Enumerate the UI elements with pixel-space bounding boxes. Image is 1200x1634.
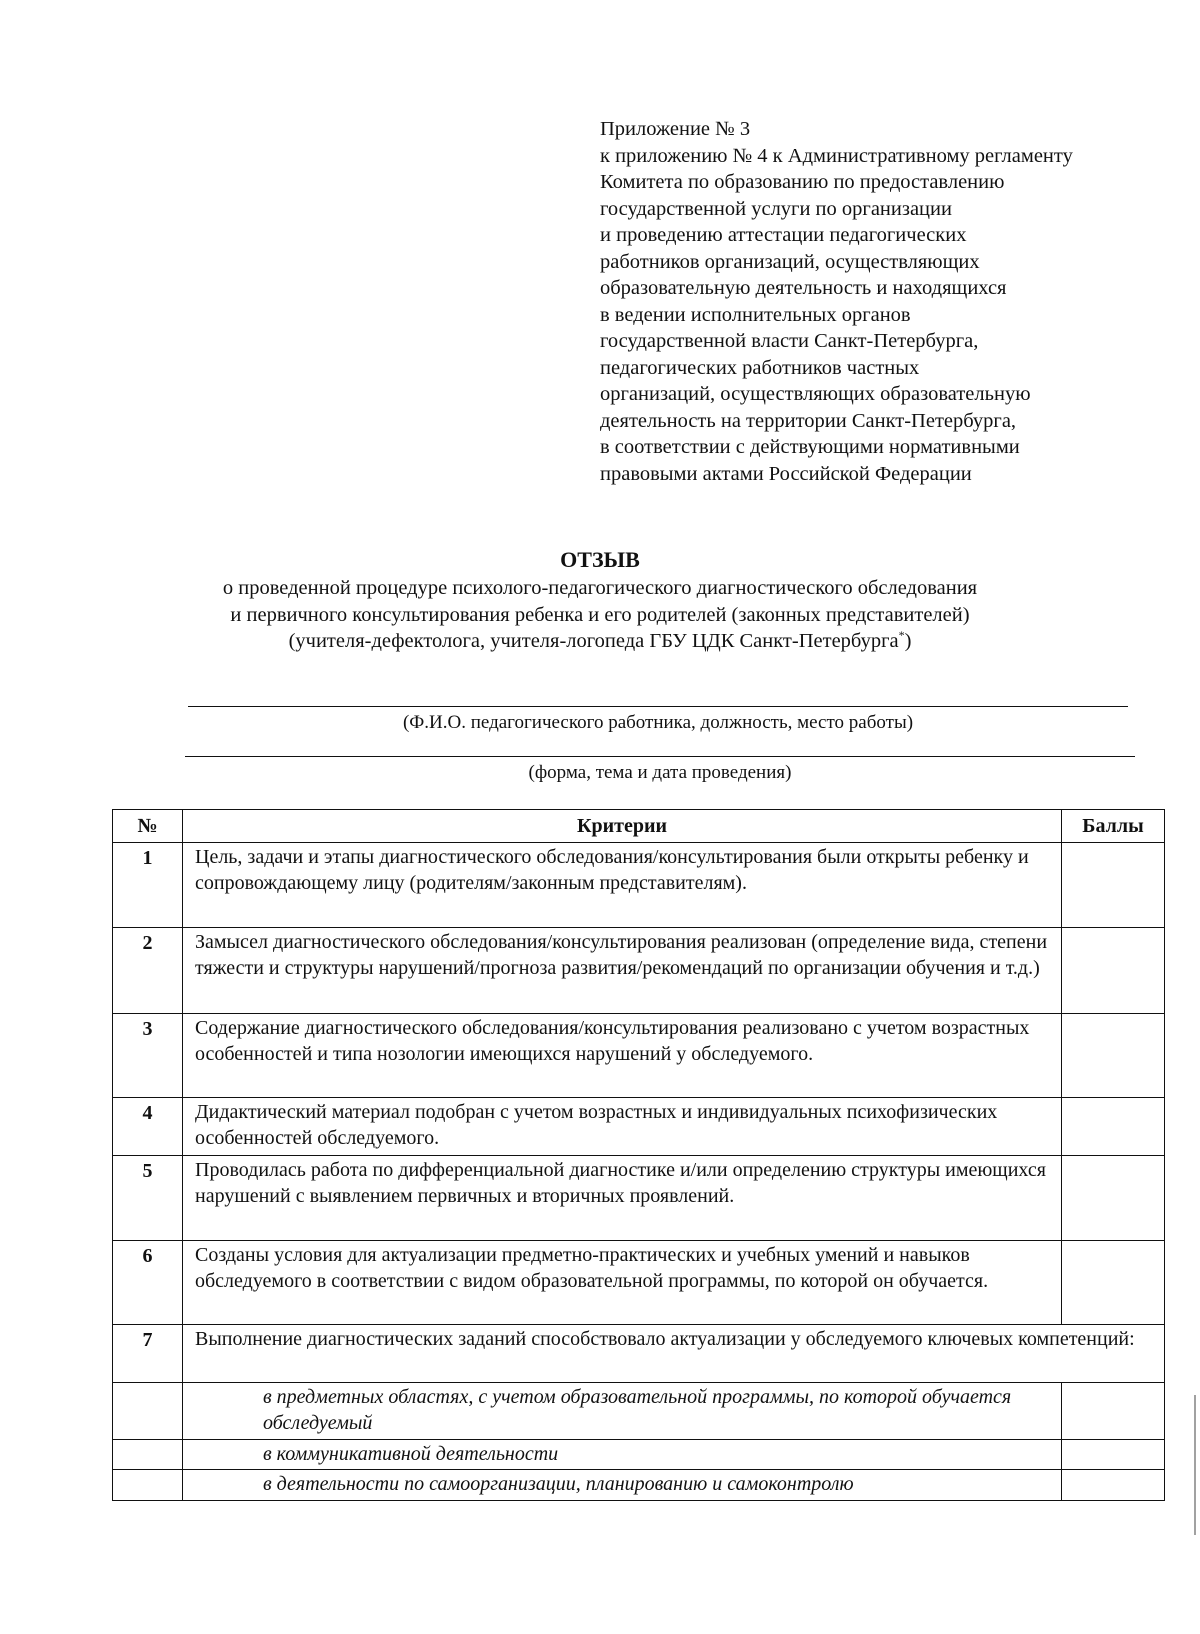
appendix-line: организаций, осуществляющих образовательную bbox=[600, 383, 1031, 405]
empty-num-cell bbox=[113, 1383, 183, 1440]
appendix-line: государственной услуги по организации bbox=[600, 197, 952, 220]
header-points: Баллы bbox=[1062, 810, 1165, 843]
appendix-line: и проведению аттестации педагогических bbox=[600, 224, 967, 246]
appendix-line: Комитета по образованию по предоставлению bbox=[600, 171, 1005, 193]
points-cell[interactable] bbox=[1062, 1014, 1165, 1098]
points-cell[interactable] bbox=[1062, 1440, 1165, 1470]
row-number: 3 bbox=[113, 1014, 183, 1098]
points-cell[interactable] bbox=[1062, 1156, 1165, 1241]
criterion-text: Цель, задачи и этапы диагностического обследования/консультирования были открыты ребенку и сопровождающему лицу (родителям/законным представителям). bbox=[183, 843, 1062, 928]
appendix-line: государственной власти Санкт-Петербурга, bbox=[600, 330, 979, 352]
table-row bbox=[113, 1325, 1165, 1383]
table-subrow bbox=[113, 1440, 1165, 1470]
teacher-caption: (Ф.И.О. педагогического работника, должность, место работы) bbox=[402, 712, 914, 733]
criterion-text: Замысел диагностического обследования/консультирования реализован (определение вида, степени тяжести и структуры нарушений/прогноза развития/рекомендаций по организации обучения и т.д.) bbox=[183, 928, 1062, 1014]
criterion-text: Дидактический материал подобран с учетом возрастных и индивидуальных психофизических особенностей обследуемого. bbox=[183, 1098, 1062, 1156]
competence-text: в коммуникативной деятельности bbox=[183, 1440, 1062, 1470]
table-subrow bbox=[113, 1470, 1165, 1501]
appendix-line: Приложение № 3 bbox=[600, 118, 751, 140]
competence-text: в предметных областях, с учетом образовательной программы, по которой обучается обследуемый bbox=[183, 1383, 1062, 1440]
table-row bbox=[113, 1241, 1165, 1325]
table-row bbox=[113, 928, 1165, 1014]
row-number: 4 bbox=[113, 1098, 183, 1156]
criteria-table bbox=[112, 809, 1165, 1501]
appendix-line: в ведении исполнительных органов bbox=[600, 303, 911, 326]
scan-edge-artifact bbox=[1194, 1395, 1196, 1535]
row-number: 6 bbox=[113, 1241, 183, 1325]
competence-text: в деятельности по самоорганизации, планированию и самоконтролю bbox=[183, 1470, 1062, 1501]
document-title: ОТЗЫВ bbox=[560, 547, 640, 572]
table-row bbox=[113, 1156, 1165, 1241]
row-number: 2 bbox=[113, 928, 183, 1014]
header-num: № bbox=[113, 810, 183, 843]
appendix-header bbox=[600, 116, 1180, 487]
appendix-line: правовыми актами Российской Федерации bbox=[600, 462, 972, 485]
document-title-block bbox=[0, 545, 1200, 655]
title-subline-2: и первичного консультирования ребенка и его родителей (законных представителей) bbox=[230, 603, 970, 626]
criterion-text: Содержание диагностического обследования/консультирования реализовано с учетом возрастных особенностей и типа нозологии имеющихся нарушений у обследуемого. bbox=[183, 1014, 1062, 1098]
empty-num-cell bbox=[113, 1440, 183, 1470]
appendix-line: деятельность на территории Санкт-Петербурга, bbox=[600, 409, 1017, 432]
points-cell[interactable] bbox=[1062, 1241, 1165, 1325]
appendix-line: к приложению № 4 к Административному регламенту bbox=[600, 144, 1073, 167]
empty-num-cell bbox=[113, 1470, 183, 1501]
row-number: 5 bbox=[113, 1156, 183, 1241]
table-subrow bbox=[113, 1383, 1165, 1440]
points-cell[interactable] bbox=[1062, 1470, 1165, 1501]
table-row bbox=[113, 1098, 1165, 1156]
header-criteria: Критерии bbox=[183, 810, 1062, 843]
row-number: 1 bbox=[113, 843, 183, 928]
points-cell[interactable] bbox=[1062, 843, 1165, 928]
table-header-row bbox=[113, 810, 1165, 843]
criterion-text: Проводилась работа по дифференциальной диагностике и/или определению структуры имеющихся нарушений с выявлением первичных и вторичных проявлений. bbox=[183, 1156, 1062, 1241]
title-subline-1: о проведенной процедуре психолого-педагогического диагностического обследования bbox=[222, 577, 978, 599]
teacher-fill-line bbox=[188, 706, 1128, 707]
appendix-line: образовательную деятельность и находящихся bbox=[600, 277, 1007, 299]
appendix-line: педагогических работников частных bbox=[600, 356, 920, 379]
criterion-text: Выполнение диагностических заданий способствовало актуализации у обследуемого ключевых компетенций: bbox=[183, 1325, 1165, 1383]
form-caption: (форма, тема и дата проведения) bbox=[528, 762, 792, 783]
table-row bbox=[113, 1014, 1165, 1098]
points-cell[interactable] bbox=[1062, 928, 1165, 1014]
row-number: 7 bbox=[113, 1325, 183, 1383]
title-subline-3: (учителя-дефектолога, учителя-логопеда ГБУ ЦДК Санкт-Петербурга*) bbox=[288, 628, 912, 652]
footnote-marker: * bbox=[898, 628, 905, 643]
points-cell[interactable] bbox=[1062, 1098, 1165, 1156]
appendix-line: работников организаций, осуществляющих bbox=[600, 250, 980, 273]
table-row bbox=[113, 843, 1165, 928]
appendix-line: в соответствии с действующими нормативными bbox=[600, 436, 1020, 458]
criterion-text: Созданы условия для актуализации предметно-практических и учебных умений и навыков обследуемого в соответствии с видом образовательной программы, по которой он обучается. bbox=[183, 1241, 1062, 1325]
points-cell[interactable] bbox=[1062, 1383, 1165, 1440]
form-fill-line bbox=[185, 756, 1135, 757]
